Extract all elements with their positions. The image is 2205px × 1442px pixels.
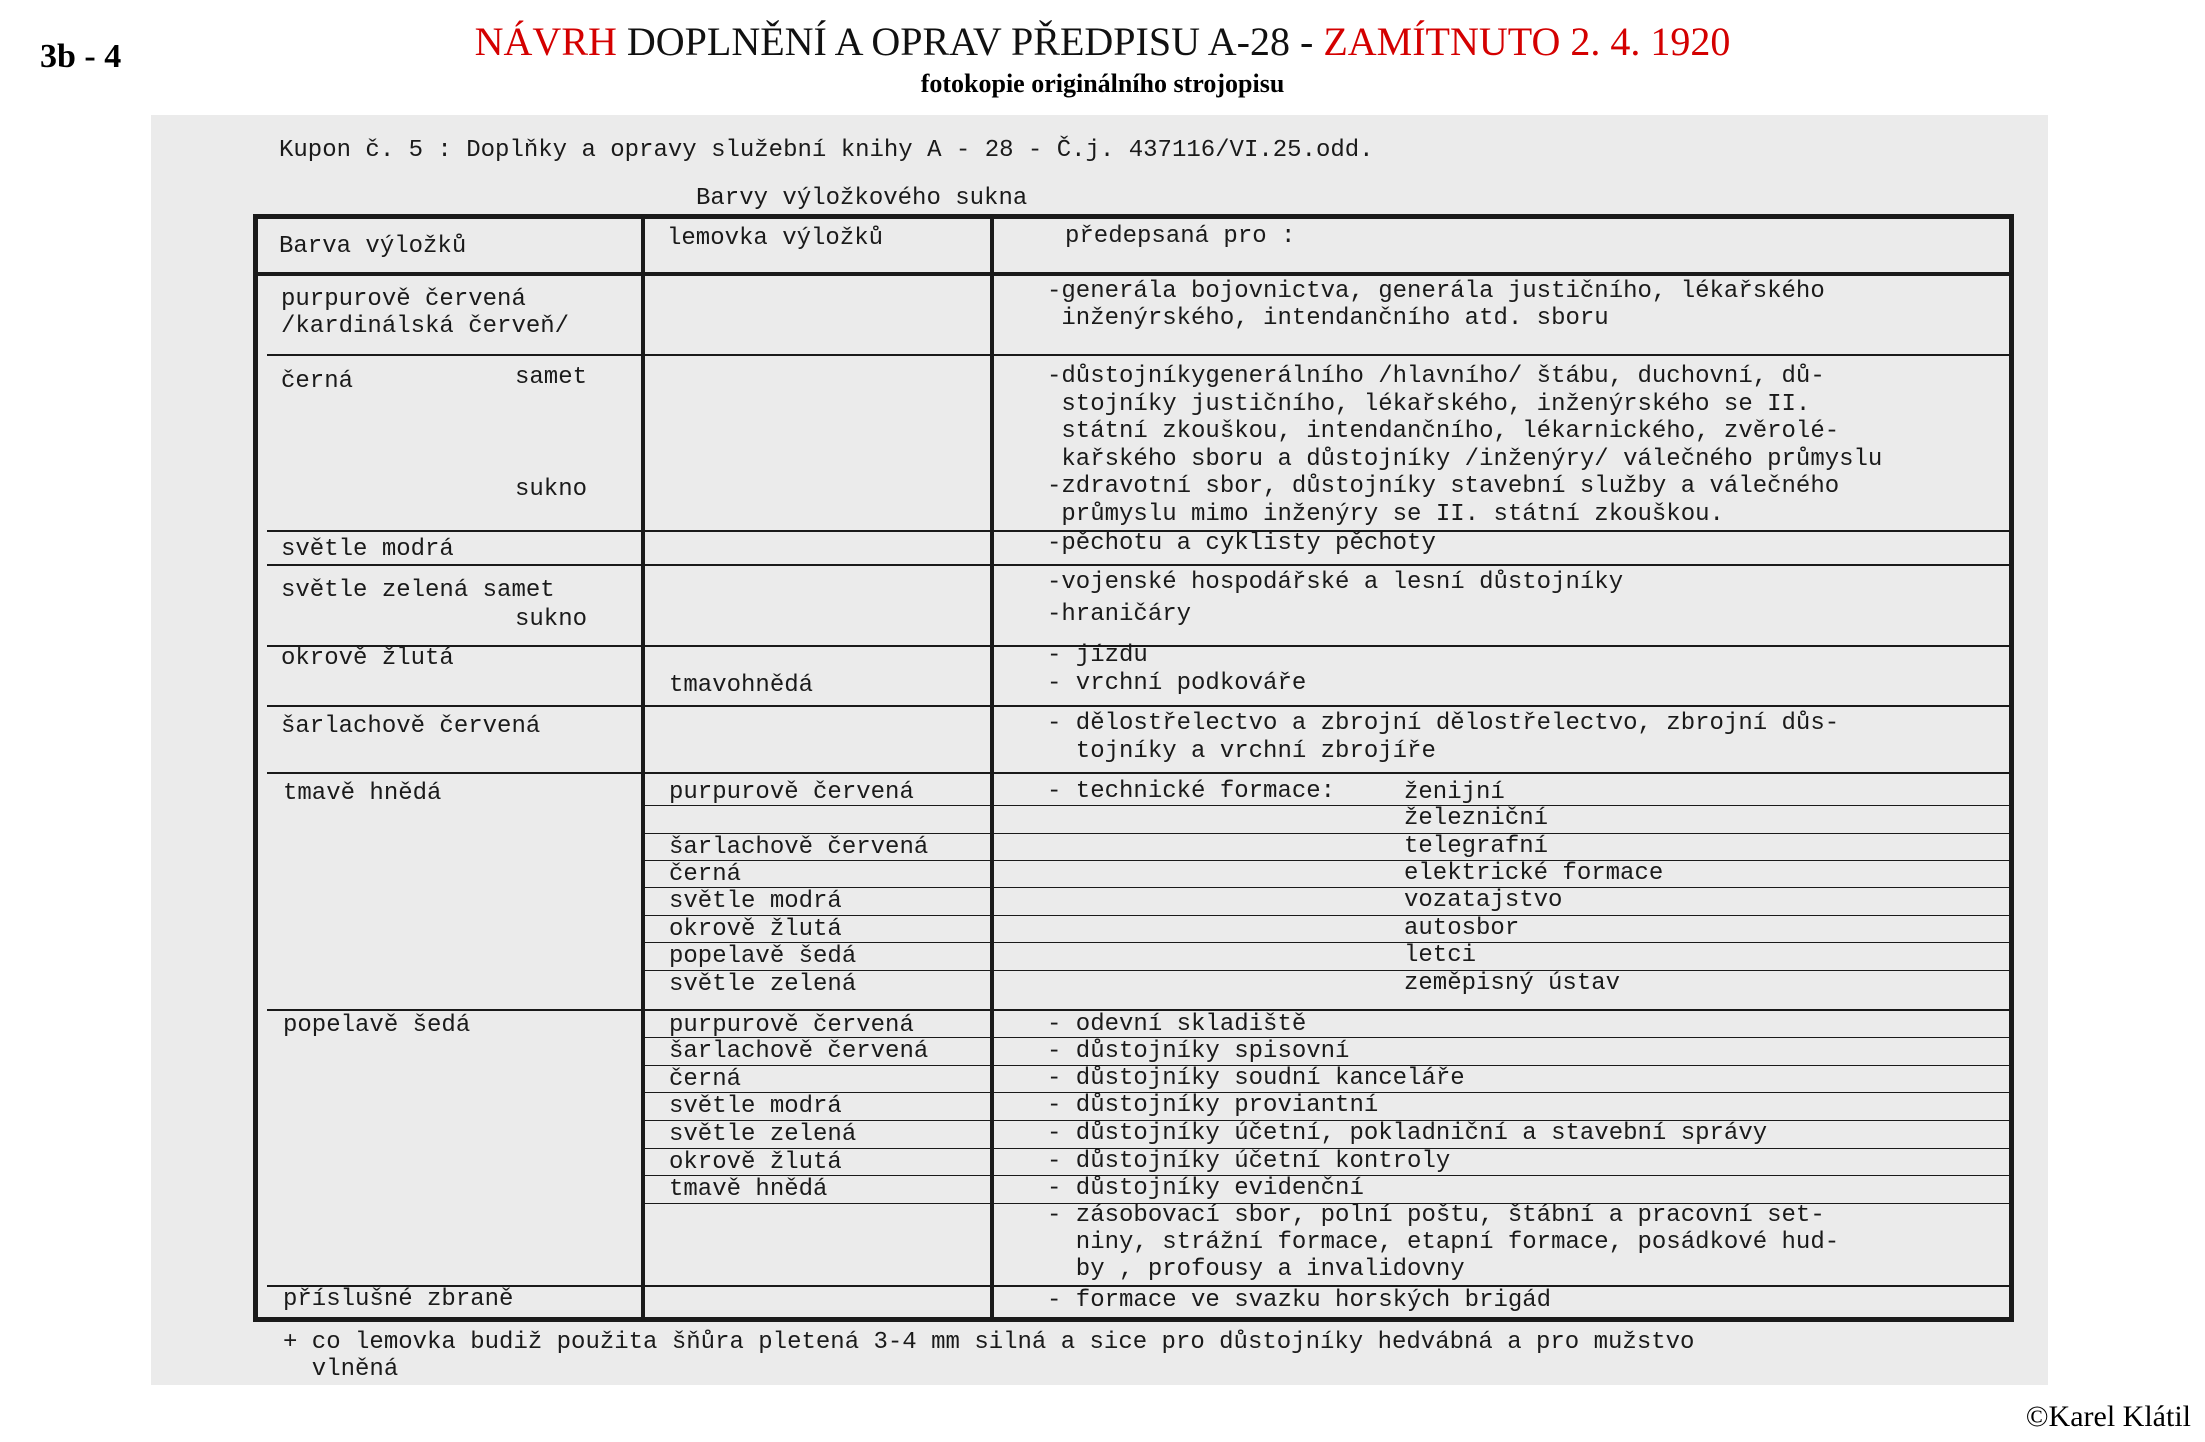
row-purple-color-note: /kardinálská červeň/ [281, 313, 570, 340]
trim-item: šarlachově červená [669, 834, 929, 861]
assignment-item: - důstojníky účetní, pokladniční a stavební správy [1047, 1120, 1768, 1147]
row-ochre-assigned: - vrchní podkováře [1047, 670, 1307, 697]
row-ochre-assigned: - jízdu [1047, 642, 1148, 669]
row-rule [267, 354, 2009, 356]
assignment-item: - důstojníky spisovní [1047, 1038, 1350, 1065]
column-divider-1 [641, 214, 645, 1322]
header-rule [255, 272, 2012, 276]
column-header-color: Barva výložků [279, 233, 467, 260]
assignment-item: - důstojníky soudní kanceláře [1047, 1065, 1465, 1092]
title-proposal: NÁVRH [474, 19, 617, 64]
row-black-cloth: sukno [515, 476, 588, 503]
title-rejected: ZAMÍTNUTO 2. 4. 1920 [1323, 19, 1731, 64]
column-header-assigned: předepsaná pro : [1065, 223, 1296, 250]
row-purple-assigned: inženýrského, intendančního atd. sboru [1047, 305, 1609, 332]
formation-item: telegrafní [1404, 833, 1549, 860]
row-grey-color: popelavě šedá [283, 1012, 471, 1039]
table-title: Barvy výložkového sukna [696, 185, 1028, 212]
assignment-item: - odevní skladiště [1047, 1011, 1307, 1038]
row-ochre-color: okrově žlutá [281, 645, 454, 672]
row-rule [267, 564, 2009, 566]
row-purple-color: purpurově červená [281, 286, 526, 313]
row-lightgreen-assigned: -vojenské hospodářské a lesní důstojníky [1047, 569, 1624, 596]
trim-item: purpurově červená [669, 779, 914, 806]
trim-item: světle modrá [669, 888, 842, 915]
footnote: + co lemovka budiž použita šňůra pletená 3-4 mm silná a sice pro důstojníky hedvábná a pro mužstvo [283, 1329, 1695, 1356]
assignment-item: - důstojníky proviantní [1047, 1092, 1379, 1119]
row-respective-arms-assigned: - formace ve svazku horských brigád [1047, 1287, 1552, 1314]
table-border-top [253, 214, 2014, 219]
trim-item: popelavě šedá [669, 943, 857, 970]
row-darkbrown-color: tmavě hnědá [283, 780, 442, 807]
row-black-color: černá [281, 368, 354, 395]
header [0, 18, 2205, 99]
column-header-trim: lemovka výložků [667, 225, 884, 252]
row-scarlet-assigned: tojníky a vrchní zbrojíře [1047, 738, 1436, 765]
row-scarlet-color: šarlachově červená [281, 713, 541, 740]
row-black-assigned: -důstojníkygenerálního /hlavního/ štábu, duchovní, dů- [1047, 363, 1825, 390]
trim-item: tmavě hnědá [669, 1176, 828, 1203]
table-border-left [253, 214, 258, 1322]
row-rule [267, 705, 2009, 707]
table-border-bottom [255, 1317, 2014, 1322]
typescript-photocopy [151, 115, 2048, 1385]
row-black-velvet: samet [515, 364, 588, 391]
assignment-item: - důstojníky evidenční [1047, 1175, 1364, 1202]
formation-item: zeměpisný ústav [1404, 970, 1621, 997]
row-ochre-trim: tmavohnědá [669, 672, 814, 699]
formation-item: elektrické formace [1404, 860, 1664, 887]
row-black-assigned: státní zkouškou, intendančního, lékarnického, zvěrolé- [1047, 418, 1840, 445]
trim-item: šarlachově červená [669, 1038, 929, 1065]
formation-item: železniční [1404, 805, 1549, 832]
assignment-item: by , profousy a invalidovny [1047, 1256, 1465, 1283]
footnote: vlněná [283, 1356, 399, 1383]
copyright-credit: ©Karel Klátil [2025, 1400, 2191, 1433]
row-black-assigned: průmyslu mimo inženýry se II. státní zkouškou. [1047, 501, 1724, 528]
assignment-item: - důstojníky účetní kontroly [1047, 1148, 1451, 1175]
sub-row-rule [645, 887, 2009, 888]
trim-item: světle modrá [669, 1093, 842, 1120]
title-main: DOPLNĚNÍ A OPRAV PŘEDPISU A-28 - [616, 19, 1324, 64]
trim-item: purpurově červená [669, 1012, 914, 1039]
row-purple-assigned: -generála bojovnictva, generála justičního, lékařského [1047, 278, 1825, 305]
row-rule [267, 772, 2009, 774]
row-lightblue-assigned: -pěchotu a cyklisty pěchoty [1047, 530, 1436, 557]
formation-item: letci [1404, 942, 1477, 969]
page-subtitle: fotokopie originálního strojopisu [920, 69, 1285, 98]
trim-item: světle zelená [669, 971, 857, 998]
row-black-assigned: -zdravotní sbor, důstojníky stavební služby a válečného [1047, 473, 1840, 500]
row-lightblue-color: světle modrá [281, 536, 454, 563]
row-lightgreen-assigned: -hraničáry [1047, 601, 1192, 628]
row-lightgreen-cloth: sukno [515, 606, 588, 633]
trim-item: okrově žlutá [669, 916, 842, 943]
trim-item: okrově žlutá [669, 1149, 842, 1176]
assignment-item: niny, strážní formace, etapní formace, posádkové hud- [1047, 1229, 1840, 1256]
row-respective-arms-color: příslušné zbraně [283, 1286, 514, 1313]
sub-row-rule [645, 915, 2009, 916]
page-title [0, 18, 2205, 65]
row-scarlet-assigned: - dělostřelectvo a zbrojní dělostřelectvo, zbrojní důs- [1047, 710, 1840, 737]
formation-item: ženijní [1404, 779, 1505, 806]
column-divider-2 [990, 214, 994, 1322]
row-lightgreen-color: světle zelená samet [281, 577, 555, 604]
trim-item: světle zelená [669, 1121, 857, 1148]
formation-item: autosbor [1404, 915, 1520, 942]
document-heading: Kupon č. 5 : Doplňky a opravy služební knihy A - 28 - Č.j. 437116/VI.25.odd. [279, 137, 1374, 164]
row-black-assigned: stojníky justičního, lékařského, inženýrského se II. [1047, 391, 1811, 418]
trim-item: černá [669, 861, 742, 888]
row-darkbrown-assigned-lead: - technické formace: [1047, 778, 1336, 805]
page-label: 3b - 4 [40, 38, 122, 75]
formation-item: vozatajstvo [1404, 887, 1563, 914]
assignment-item: - zásobovací sbor, polní poštu, štábní a pracovní set- [1047, 1202, 1825, 1229]
trim-item: černá [669, 1066, 742, 1093]
row-black-assigned: kařského sboru a důstojníky /inženýry/ válečného průmyslu [1047, 446, 1883, 473]
table-border-right [2009, 214, 2014, 1322]
